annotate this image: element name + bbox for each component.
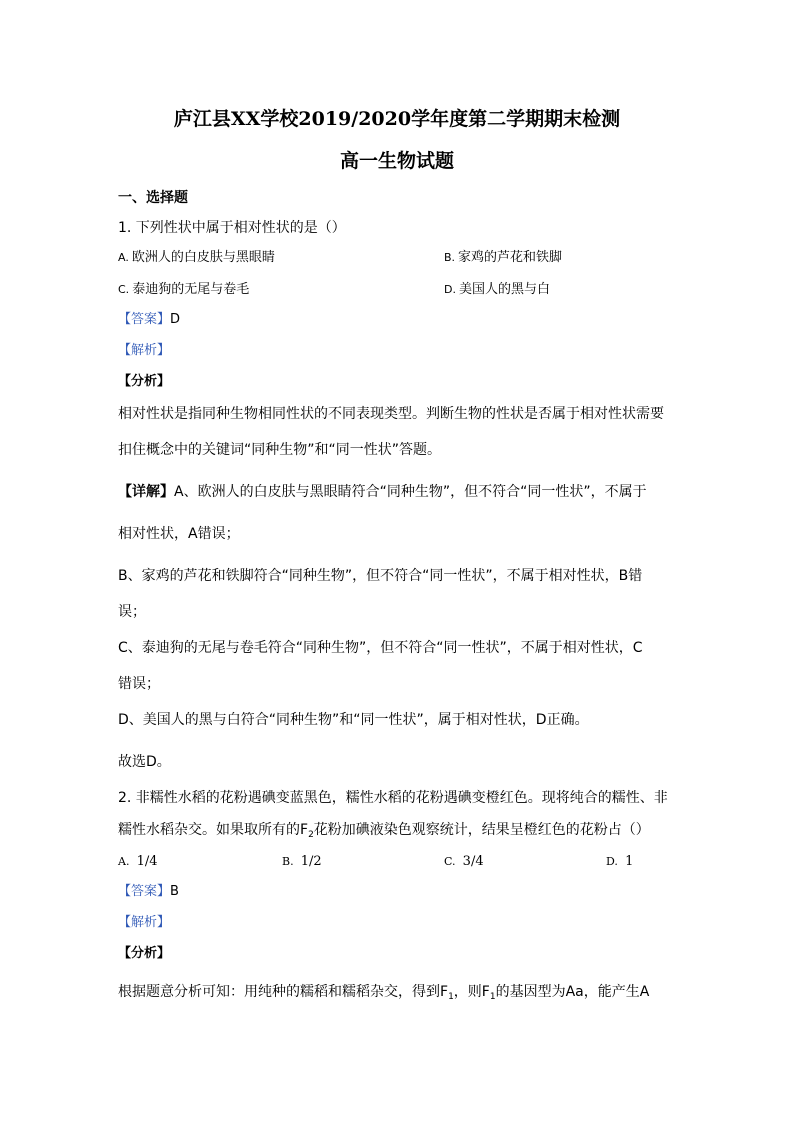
detail-tag: 【详解】	[118, 484, 174, 500]
q2-option-c	[444, 852, 484, 872]
question-1-stem: 1. 下列性状中属于相对性状的是（）	[118, 220, 346, 236]
option-text: 1/4	[136, 854, 158, 869]
q1-detail-a-line-1	[118, 482, 647, 502]
option-text: 欧洲人的白皮肤与黑眼睛	[131, 250, 275, 265]
q2-option-b	[282, 852, 322, 872]
q2-analysis-tag: 【解析】	[118, 915, 171, 930]
subscript: 1	[489, 992, 496, 1002]
section-heading: 一、选择题	[118, 190, 188, 206]
option-text: 1/2	[300, 854, 322, 869]
q1-detail-b-line-2: 误；	[118, 604, 146, 620]
option-text: 泰迪狗的无尾与卷毛	[132, 282, 250, 297]
page-title: 庐江县XX学校2019/2020学年度第二学期期末检测	[173, 108, 621, 130]
option-text: 美国人的黑与白	[458, 282, 550, 297]
option-text: 家鸡的芦花和铁脚	[458, 250, 563, 265]
question-2-stem-line-2	[118, 820, 650, 840]
option-letter: A.	[118, 251, 129, 264]
q1-detail-a-line-2: 相对性状，A错误；	[118, 526, 240, 542]
q1-analysis-tag: 【解析】	[118, 343, 171, 358]
q1-conclusion: 故选D。	[118, 754, 171, 770]
detail-text: A、欧洲人的白皮肤与黑眼睛符合“同种生物”，但不符合“同一性状”，不属于	[174, 484, 647, 500]
q1-option-b	[444, 248, 562, 268]
stem-text: 糯性水稻杂交。如果取所有的F	[118, 822, 309, 838]
fenxi-text: 的基因型为Aa，能产生A	[495, 984, 650, 1000]
option-text: 3/4	[462, 854, 484, 869]
option-letter: D.	[444, 283, 456, 296]
q1-option-a	[118, 248, 275, 268]
q1-detail-c-line-2: 错误；	[118, 676, 160, 692]
option-letter: B.	[444, 251, 456, 264]
option-letter: D.	[606, 855, 618, 868]
q1-fenxi-line-1: 相对性状是指同种生物相同性状的不同表现类型。判断生物的性状是否属于相对性状需要	[118, 406, 664, 422]
answer-value: D	[170, 312, 181, 327]
fenxi-text: ，则F	[453, 984, 490, 1000]
option-letter: A.	[118, 855, 130, 868]
q2-answer	[118, 882, 179, 902]
q1-answer	[118, 310, 180, 330]
option-letter: C.	[444, 855, 456, 868]
q2-fenxi-line-1	[118, 982, 649, 1002]
q2-option-a	[118, 852, 158, 872]
q1-option-c	[118, 280, 249, 300]
q1-fenxi-tag: 【分析】	[118, 374, 171, 389]
answer-value: B	[170, 884, 179, 899]
q1-detail-b-line-1: B、家鸡的芦花和铁脚符合“同种生物”，但不符合“同一性状”，不属于相对性状，B错	[118, 568, 643, 584]
page-subtitle: 高一生物试题	[339, 150, 454, 172]
q1-detail-c-line-1: C、泰迪狗的无尾与卷毛符合“同种生物”，但不符合“同一性状”，不属于相对性状，C	[118, 640, 643, 656]
q2-fenxi-tag: 【分析】	[118, 946, 171, 961]
fenxi-text: 根据题意分析可知：用纯种的糯稻和糯稻杂交，得到F	[118, 984, 449, 1000]
option-letter: B.	[282, 855, 294, 868]
q2-option-d	[606, 852, 633, 872]
subscript: 2	[308, 830, 314, 840]
question-2-stem-line-1: 2. 非糯性水稻的花粉遇碘变蓝黑色，糯性水稻的花粉遇碘变橙红色。现将纯合的糯性、非	[118, 790, 668, 806]
answer-tag: 【答案】	[118, 884, 171, 899]
option-letter: C.	[118, 283, 130, 296]
q1-option-d	[444, 280, 550, 300]
subscript: 1	[448, 992, 454, 1002]
answer-tag: 【答案】	[118, 312, 171, 327]
stem-text: 花粉加碘液染色观察统计，结果呈橙红色的花粉占（）	[313, 822, 650, 838]
q1-fenxi-line-2: 扣住概念中的关键词“同种生物”和“同一性状”答题。	[118, 442, 442, 458]
option-text: 1	[625, 854, 634, 869]
q1-detail-d: D、美国人的黑与白符合“同种生物”和“同一性状”，属于相对性状，D正确。	[118, 712, 589, 728]
